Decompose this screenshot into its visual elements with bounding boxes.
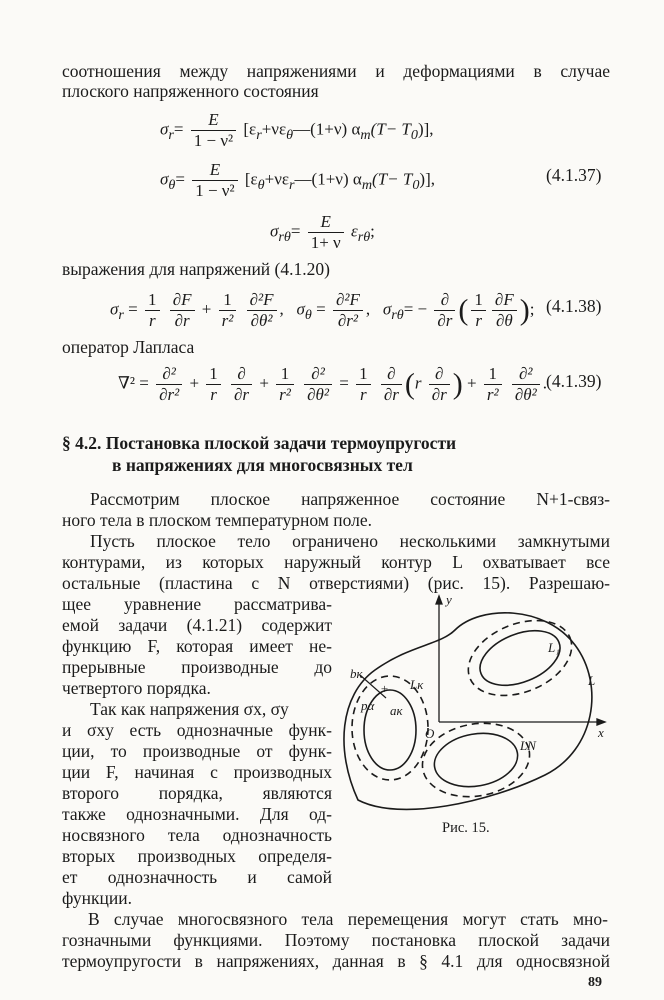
equation-row: ∇² = $\frac{\text{∂²}}{\text{∂r²}}$ + $\frac{1}{r}$ $\frac{\partial}{\partial r}$ + $\frac{1}{\text{r²}}$ $\frac{\text{∂²}}{\text{∂θ²}}$ = $\frac{1}{r}$ $\frac{\partial}{\partial r}$ (r $\frac{\partial}{\partial r}$ ) + $\frac{1}{\text{r²}}$ $\frac{\text{∂²}}{\text{∂θ²}}$ .: [118, 364, 547, 404]
text-line: ет однозначность и самой: [62, 867, 332, 887]
hole-1: [472, 620, 568, 696]
label-ak: aк: [390, 703, 403, 718]
text-line: прерывные производные до: [62, 657, 332, 677]
text-line: щее уравнение рассматрива-: [62, 594, 332, 614]
text-line: четвертого порядка.: [62, 678, 211, 698]
text-line: соотношения между напряжениями и деформациями в случае: [62, 61, 610, 81]
equation-row: $\sigma_\theta=$ $\frac{E}{\text{1 − ν²}}$ [$\varepsilon_\theta+\nu\varepsilon_r—(1+\nu)$ $\alpha_т(T- T_0)$],: [160, 160, 435, 200]
text-line: также однозначными. Для од-: [62, 804, 332, 824]
equation-number: (4.1.38): [546, 296, 602, 316]
hole-N: [430, 727, 522, 793]
text-line: ции, то производные от функ-: [62, 741, 332, 761]
text-line: функцию F, которая имеет не-: [62, 636, 332, 656]
equation-row: $\sigma_r=$ $\frac{E}{\text{1 − ν²}}$ [$\varepsilon_r+\nu\varepsilon_\theta—(1+\nu)$ $\alpha_т(T- T_0)$],: [160, 110, 434, 150]
text-line: функции.: [62, 888, 132, 908]
label-O: O: [425, 726, 435, 741]
figure-caption: Рис. 15.: [442, 820, 490, 836]
text-line: Так как напряжения σx, σy: [90, 699, 289, 719]
text-line: выражения для напряжений (4.1.20): [62, 259, 330, 279]
text-line: вторых производных определя-: [62, 846, 332, 866]
equation-number: (4.1.39): [546, 371, 602, 391]
text-line: термоупругости в напряжениях, данная в § 4.1 для односвязной: [62, 951, 610, 971]
text-line: Пусть плоское тело ограничено несколькими замкнутыми: [90, 531, 610, 551]
label-L: L: [588, 673, 596, 688]
label-pa: pα: [361, 698, 375, 713]
equation-row: $\sigma_r$ = $\frac{1}{r}$ $\frac{\partial F}{\partial r}$ + $\frac{1}{\text{r²}}$ $\frac{\text{∂²F}}{\text{∂θ²}}$ , $\sigma_\theta$ = $\frac{\text{∂²F}}{\text{∂r²}}$ , $\sigma_{r\theta}=$ − $\frac{\partial}{\partial r}$ ( $\frac{1}{r}$ $\frac{\partial F}{\partial\theta}$ );: [110, 290, 535, 330]
label-bk: bк: [350, 666, 363, 681]
label-L1: L₁: [548, 640, 560, 655]
text-line: контурами, из которых наружный контур L охватывает все: [62, 552, 610, 572]
text-line: и σxy есть однозначные функ-: [62, 720, 332, 740]
text-line: второго порядка, являются: [62, 783, 332, 803]
label-y: y: [446, 592, 452, 607]
text-line: плоского напряженного состояния: [62, 81, 319, 101]
text-line: носвязного тела однозначность: [62, 825, 332, 845]
hole-1-dashed: [457, 606, 583, 710]
section-title: в напряжениях для многосвязных тел: [112, 455, 413, 475]
label-x: x: [598, 725, 604, 740]
label-LN: LN: [520, 738, 536, 753]
text-line: ного тела в плоском температурном поле.: [62, 510, 373, 530]
equation-number: (4.1.37): [546, 165, 602, 185]
text-line: гозначными функциями. Поэтому постановка плоской задачи: [62, 930, 610, 950]
text-line: В случае многосвязного тела перемещения могут стать мно-: [88, 909, 608, 929]
text-line: остальные (пластина с N отверстиями) (рис. 15). Разрешаю-: [62, 573, 610, 593]
section-title: § 4.2. Постановка плоской задачи термоупругости: [62, 433, 457, 453]
text-line: ции F, начиная с производных: [62, 762, 332, 782]
label-plus: +: [380, 681, 389, 696]
page-number: 89: [588, 975, 602, 990]
label-Lk: Lк: [410, 677, 424, 692]
figure-15: [330, 590, 615, 830]
text-line: емой задачи (4.1.21) содержит: [62, 615, 332, 635]
text-line: оператор Лапласа: [62, 337, 195, 357]
equation-row: $\sigma_{r\theta}=$ $\frac{E}{1+ \nu}$ $\varepsilon_{r\theta}$;: [270, 212, 375, 252]
text-line: Рассмотрим плоское напряженное состояние N+1-связ-: [90, 489, 610, 509]
